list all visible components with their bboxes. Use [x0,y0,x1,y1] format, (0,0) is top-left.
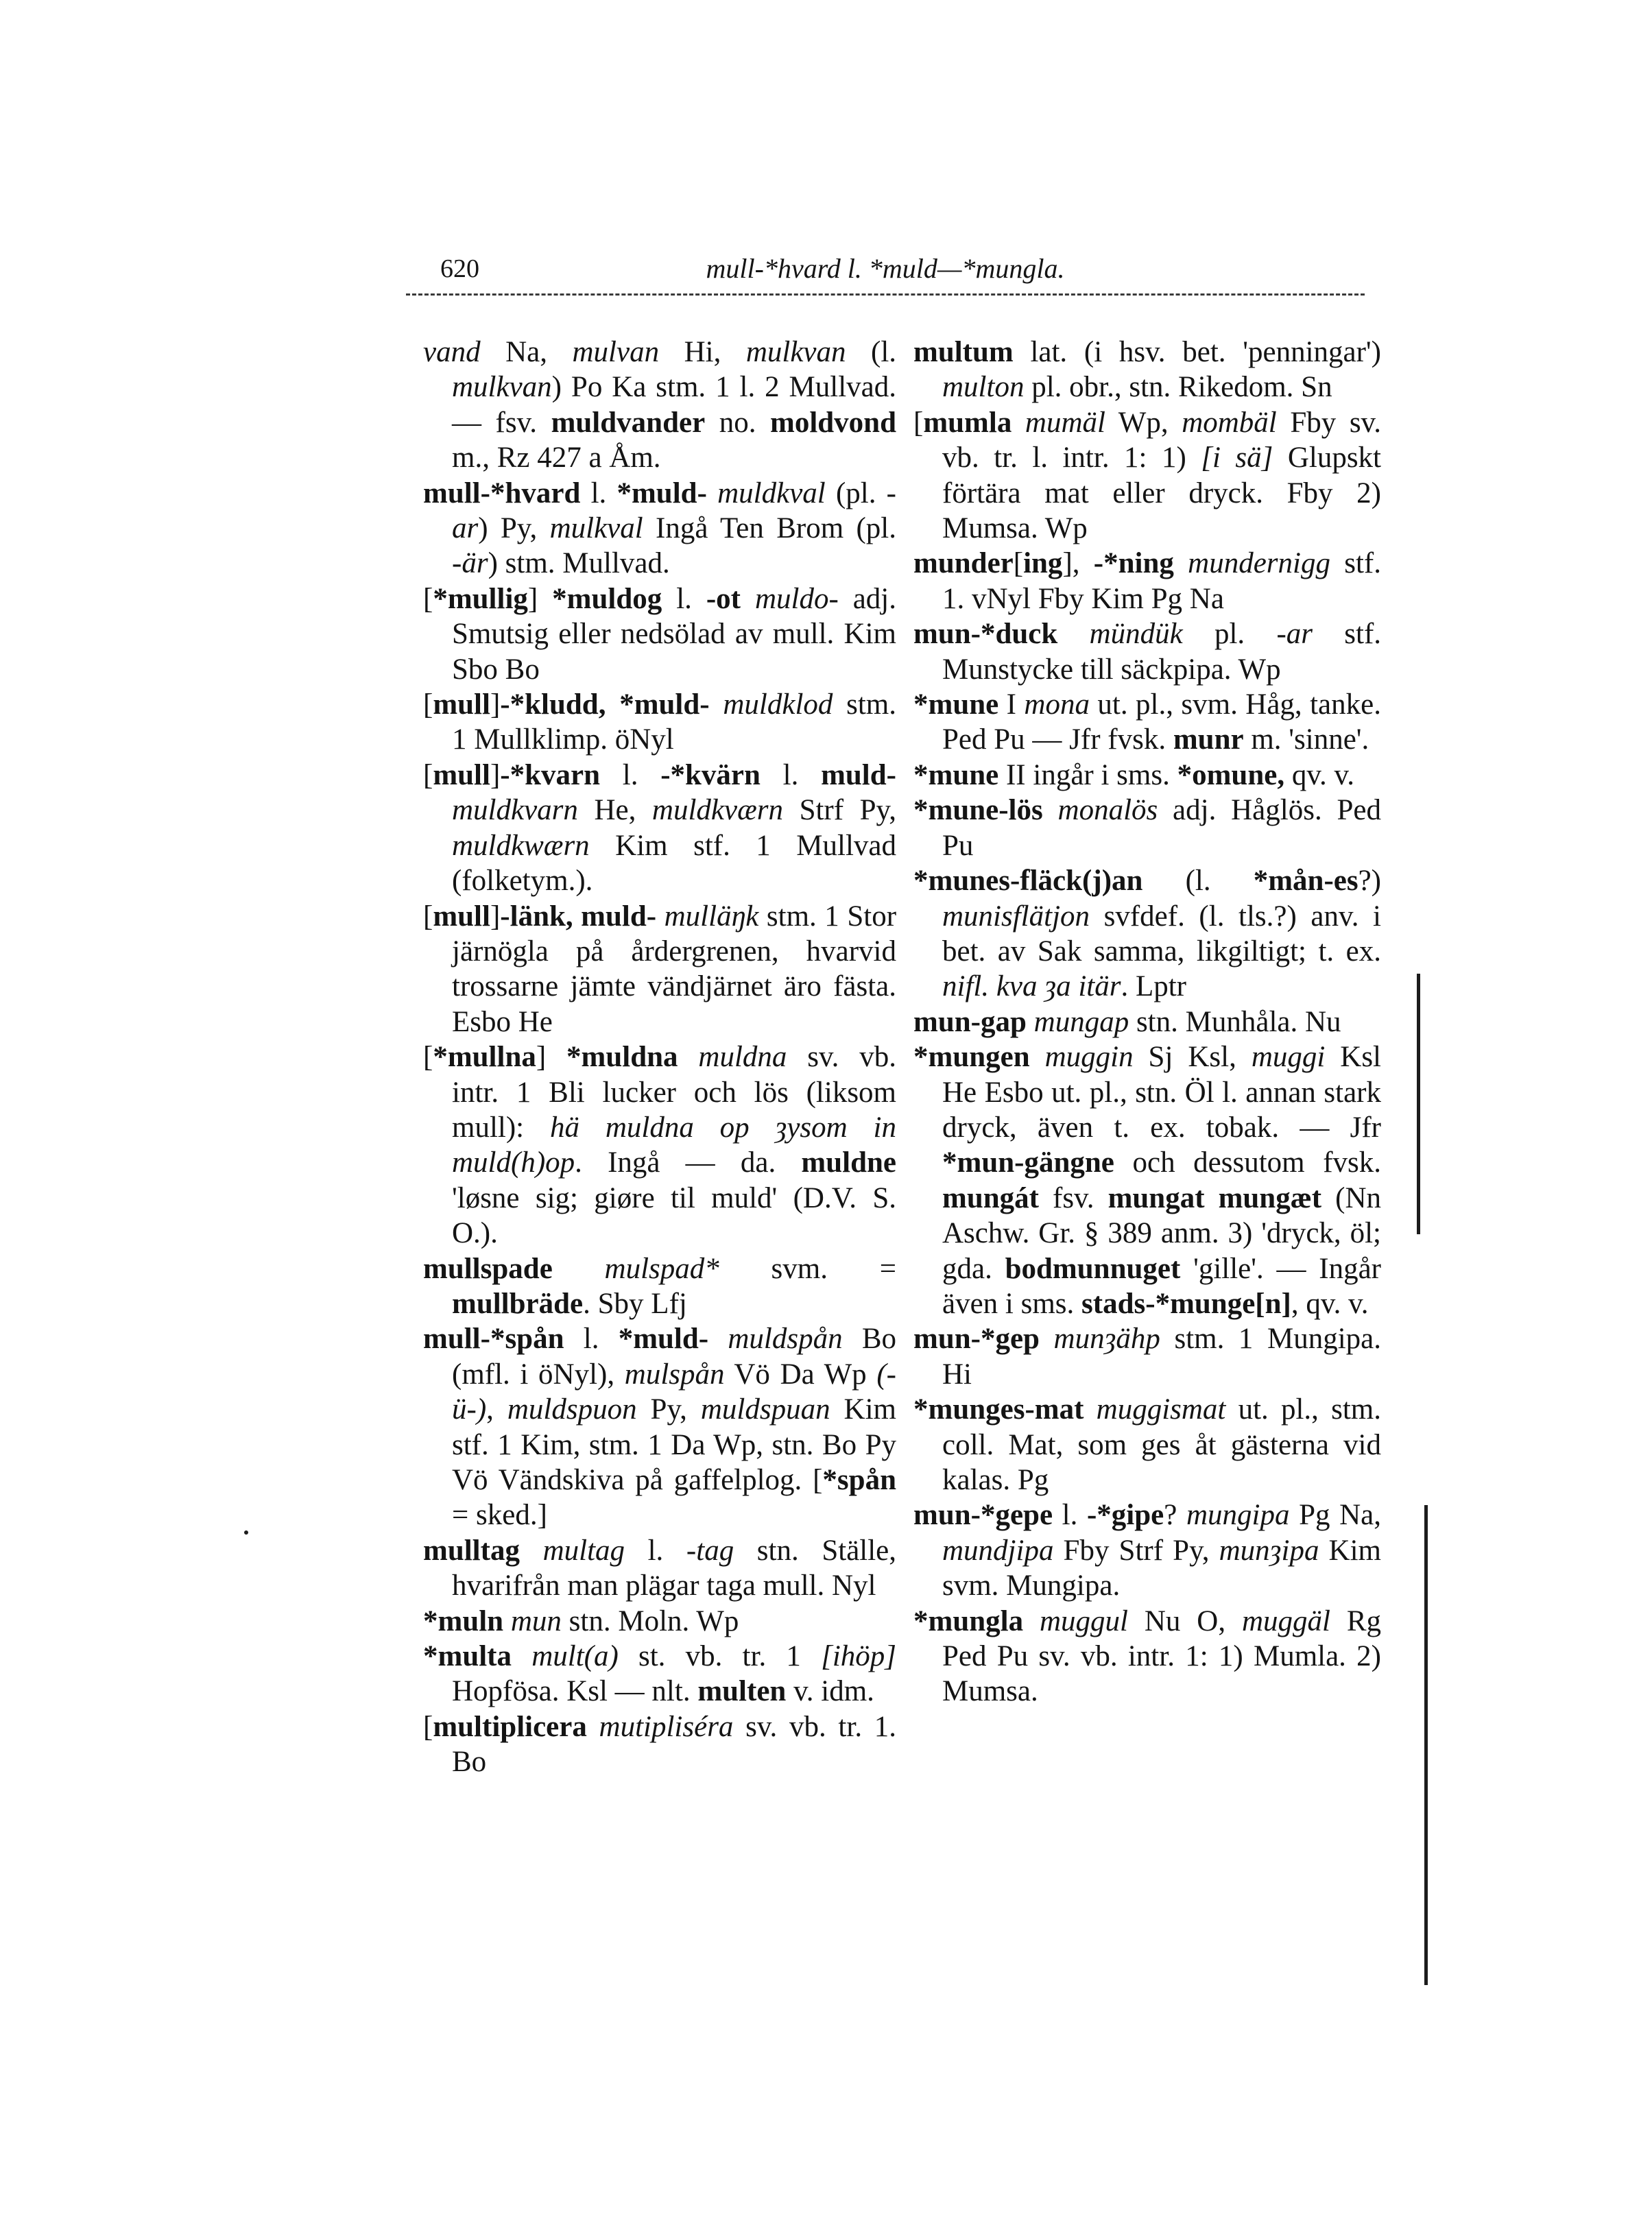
dictionary-entry: [mumla mumäl Wp, mombäl Fby sv. vb. tr. l. intr. 1: 1) [i sä] Glupskt förtära mat eller dryck. Fby 2) Mumsa. Wp [913,406,1382,545]
dictionary-entry: mulltag multag l. -tag stn. Ställe, hvarifrån man plägar taga mull. Nyl [423,1534,897,1602]
dictionary-entry: *muln mun stn. Moln. Wp [423,1605,739,1637]
margin-rule [1424,1505,1428,1985]
page-header [406,248,1365,289]
margin-dot [244,1530,248,1535]
page-number: 620 [440,254,479,283]
dictionary-entry: mun-*duck mündük pl. -ar stf. Munstycke till säckpipa. Wp [913,618,1382,686]
dictionary-entry: munder[ing], -*ning mundernigg stf. 1. vNyl Fby Kim Pg Na [913,547,1381,615]
dictionary-entry: *munges-mat muggismat ut. pl., stm. coll. Mat, som ges åt gästerna vid kalas. Pg [913,1393,1381,1496]
dictionary-entry: [mull]-*kludd, *muld- muldklod stm. 1 Mullklimp. öNyl [423,688,897,756]
dictionary-entry: *multa mult(a) st. vb. tr. 1 [ihöp] Hopfösa. Ksl — nlt. multen v. idm. [423,1640,897,1708]
dictionary-entry: mull-*spån l. *muld- muldspån Bo (mfl. i öNyl), mulspån Vö Da Wp (-ü-), muldspuon Py, muldspuan Kim stf. 1 Kim, stm. 1 Da Wp, stn. Bo Py Vö Vändskiva på gaffelplog. [*spån = sked.] [423,1323,896,1532]
dictionary-entry: [multiplicera mutipliséra sv. vb. tr. 1. Bo [423,1710,896,1779]
dictionary-entry: mun-*gep munȝähp stm. 1 Mungipa. Hi [913,1323,1381,1391]
dictionary-entry: *mune I mona ut. pl., svm. Håg, tanke. Ped Pu — Jfr fvsk. munr m. 'sinne'. [913,688,1381,756]
dictionary-entry: [*mullig] *muldog l. -ot muldo- adj. Smutsig eller nedsölad av mull. Kim Sbo Bo [423,582,896,686]
dictionary-entry: vand Na, mulvan Hi, mulkvan (l. mulkvan) Po Ka stm. 1 l. 2 Mullvad. — fsv. muldvander no. moldvond m., Rz 427 a Åm. [423,336,897,474]
dictionary-entry: [mull]-*kvarn l. -*kvärn l. muld- muldkvarn He, muldkværn Strf Py, muldkwærn Kim stf. 1 Mullvad (folketym.). [423,758,897,898]
dictionary-entry: multum lat. (i hsv. bet. 'penningar') multon pl. obr., stn. Rikedom. Sn [913,336,1381,404]
dictionary-entry: mun-*gepe l. -*gipe? mungipa Pg Na, mundjipa Fby Strf Py, munȝipa Kim svm. Mungipa. [913,1499,1381,1602]
right-column [913,335,1381,1709]
dictionary-entry: *mungen muggin Sj Ksl, muggi Ksl He Esbo ut. pl., stn. Öl l. annan stark dryck, även t. ex. tobak. — Jfr *mun-gängne och dessutom fvsk. mungát fsv. mungat mungæt (Nn Aschw. Gr. § 389 anm. 3) 'dryck, öl; gda. bodmunnuget 'gille'. — Ingår även i sms. stads-*munge[n], qv. v. [913,1041,1382,1320]
header-rule [406,293,1365,296]
left-column [423,335,896,1780]
dictionary-entry: [*mullna] *muldna muldna sv. vb. intr. 1 Bli lucker och lös (liksom mull): hä muldna op ȝysom in muld(h)op. Ingå — da. muldne 'løsne sig; giøre til muld' (D.V. S. O.). [423,1041,897,1250]
dictionary-entry: mullspade mulspad* svm. = mullbräde. Sby Lfj [423,1252,896,1320]
dictionary-entry: *mune II ingår i sms. *omune, qv. v. [913,758,1354,791]
dictionary-entry: mun-gap mungap stn. Munhåla. Nu [913,1005,1341,1038]
running-head: mull-*hvard l. *muld—*mungla. [706,253,1065,284]
margin-rule [1417,974,1420,1234]
dictionary-entry: mull-*hvard l. *muld- muldkval (pl. -ar) Py, mulkval Ingå Ten Brom (pl. -är) stm. Mullvad. [423,477,896,580]
dictionary-entry: *munes-fläck(j)an (l. *mån-es?) munisflätjon svfdef. (l. tls.?) anv. i bet. av Sak samma, likgiltigt; t. ex. nifl. kva ȝa itär. Lptr [913,865,1381,1003]
dictionary-entry: *mune-lös monalös adj. Håglös. Ped Pu [913,794,1381,862]
dictionary-entry: *mungla muggul Nu O, muggäl Rg Ped Pu sv. vb. intr. 1: 1) Mumla. 2) Mumsa. [913,1605,1382,1708]
dictionary-entry: [mull]-länk, muld- mulläŋk stm. 1 Stor järnögla på årdergrenen, hvarvid trossarne jämte vändjärnet äro fästa. Esbo He [423,900,897,1038]
